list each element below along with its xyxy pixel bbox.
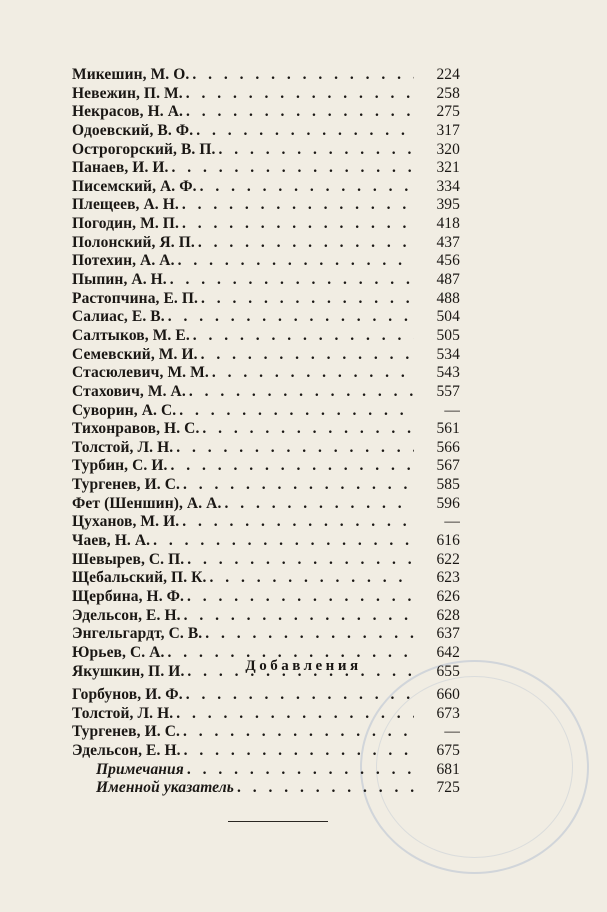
entry-page-number: 395 [436, 196, 460, 214]
entry-page-number: 637 [436, 625, 460, 643]
entry-name: Эдельсон, Е. Н. [72, 606, 181, 624]
entry-name: Панаев, И. И. [72, 159, 169, 177]
toc-entry [72, 625, 460, 644]
dot-leader [209, 364, 414, 383]
toc-entry [72, 569, 460, 588]
entry-page-number: 418 [436, 215, 460, 233]
toc-entry [72, 420, 460, 439]
entry-page-number: 334 [436, 177, 460, 195]
entry-name: Плещеев, А. Н. [72, 196, 179, 214]
entry-page-number: 321 [436, 159, 460, 177]
toc-entry [72, 532, 460, 551]
entry-page-number: 585 [436, 476, 460, 494]
closing-rule [228, 821, 328, 822]
dot-leader [167, 271, 414, 290]
entry-page-number: — [444, 723, 460, 741]
entry-page-number: 642 [436, 643, 460, 661]
entry-page-number: 487 [436, 271, 460, 289]
toc-entry [72, 383, 460, 402]
entry-name: Суворин, А. С. [72, 401, 177, 419]
entry-page-number: 275 [436, 103, 460, 121]
dot-leader [173, 439, 414, 458]
dot-leader [179, 513, 414, 532]
toc-entry [72, 178, 460, 197]
dot-leader [175, 252, 414, 271]
additions-heading: Добавления [245, 658, 362, 674]
toc-entry [72, 457, 460, 476]
entry-name: Салиас, Е. В. [72, 308, 165, 326]
entry-name: Пыпин, А. Н. [72, 271, 167, 289]
entry-page-number: 258 [436, 84, 460, 102]
entry-name: Тихонравов, Н. С. [72, 420, 200, 438]
toc-entry [72, 327, 460, 346]
dot-leader [180, 476, 414, 495]
dot-leader [183, 103, 414, 122]
entry-page-number: 681 [436, 760, 460, 778]
toc-entry [72, 196, 460, 215]
entry-page-number: 567 [436, 457, 460, 475]
entry-page-number: 437 [436, 233, 460, 251]
entry-name: Энгельгардт, С. В. [72, 625, 203, 643]
entry-page-number: 557 [436, 382, 460, 400]
entry-name: Эдельсон, Е. Н. [72, 741, 181, 759]
toc-entry [72, 215, 460, 234]
toc-entry [72, 159, 460, 178]
entry-name: Салтыков, М. Е. [72, 326, 190, 344]
entry-page-number: 616 [436, 532, 460, 550]
toc-entry [72, 439, 460, 458]
entry-name: Щебальский, П. К. [72, 569, 207, 587]
dot-leader [199, 420, 414, 439]
dot-leader [186, 383, 414, 402]
toc-entry [72, 686, 460, 705]
toc-entry [72, 476, 460, 495]
entry-name: Тургенев, И. С. [72, 723, 180, 741]
back-matter-entry [72, 779, 460, 798]
entry-name: Полонский, Я. П. [72, 233, 195, 251]
toc-entry [72, 252, 460, 271]
dot-leader [181, 742, 414, 761]
entry-name: Стасюлевич, М. М. [72, 364, 209, 382]
entry-name: Чаев, Н. А. [72, 532, 151, 550]
entry-page-number: 626 [436, 587, 460, 605]
entry-name: Писемский, А. Ф. [72, 177, 197, 195]
toc-entry [72, 103, 460, 122]
dot-leader [198, 290, 414, 309]
entry-page-number: 673 [436, 704, 460, 722]
entry-name: Щербина, Н. Ф. [72, 587, 185, 605]
dot-leader [169, 159, 414, 178]
dot-leader [184, 588, 414, 607]
toc-entry [72, 723, 460, 742]
dot-leader [181, 607, 414, 626]
entry-page-number: 543 [436, 364, 460, 382]
dot-leader [165, 308, 414, 327]
dot-leader [176, 402, 414, 421]
toc-entry [72, 551, 460, 570]
entry-page-number: 488 [436, 289, 460, 307]
entry-page-number: 675 [436, 741, 460, 759]
entry-page-number: — [444, 401, 460, 419]
table-of-contents [72, 66, 460, 681]
dot-leader [215, 141, 414, 160]
dot-leader [184, 551, 414, 570]
entry-page-number: — [444, 513, 460, 531]
entry-name: Невежин, П. М. [72, 84, 183, 102]
entry-page-number: 725 [436, 779, 460, 797]
toc-entry [72, 141, 460, 160]
back-matter-entry [72, 761, 460, 780]
entry-name: Примечания [96, 760, 184, 778]
dot-leader [167, 457, 414, 476]
entry-name: Острогорский, В. П. [72, 140, 216, 158]
additions-list [72, 686, 460, 798]
dot-leader [206, 569, 414, 588]
entry-name: Одоевский, В. Ф. [72, 121, 194, 139]
toc-entry [72, 588, 460, 607]
entry-page-number: 320 [436, 140, 460, 158]
entry-name: Тургенев, И. С. [72, 476, 180, 494]
toc-entry [72, 742, 460, 761]
entry-name: Растопчина, Е. П. [72, 289, 199, 307]
toc-entry [72, 705, 460, 724]
toc-entry [72, 271, 460, 290]
dot-leader [195, 234, 414, 253]
entry-page-number: 566 [436, 438, 460, 456]
entry-name: Юрьев, С. А. [72, 643, 165, 661]
entry-page-number: 596 [436, 494, 460, 512]
toc-entry [72, 513, 460, 532]
entry-page-number: 456 [436, 252, 460, 270]
dot-leader [202, 625, 414, 644]
entry-page-number: 628 [436, 606, 460, 624]
dot-leader [221, 495, 414, 514]
entry-name: Некрасов, Н. А. [72, 103, 183, 121]
dot-leader [180, 723, 414, 742]
entry-page-number: 623 [436, 569, 460, 587]
dot-leader [183, 85, 414, 104]
entry-name: Именной указатель [96, 779, 234, 797]
toc-entry [72, 66, 460, 85]
entry-page-number: 660 [436, 686, 460, 703]
toc-entry [72, 402, 460, 421]
toc-entry [72, 364, 460, 383]
entry-name: Семевский, М. И. [72, 345, 198, 363]
entry-page-number: 505 [436, 326, 460, 344]
entry-name: Толстой, Л. Н. [72, 704, 174, 722]
dot-leader [193, 122, 414, 141]
entry-page-number: 224 [436, 66, 460, 83]
dot-leader [150, 532, 414, 551]
toc-entry [72, 495, 460, 514]
dot-leader [190, 327, 414, 346]
dot-leader [198, 346, 414, 365]
entry-name: Шевырев, С. П. [72, 550, 185, 568]
dot-leader [184, 761, 414, 780]
entry-page-number: 622 [436, 550, 460, 568]
entry-name: Стахович, М. А. [72, 382, 186, 400]
toc-entry [72, 346, 460, 365]
dot-leader [197, 178, 414, 197]
dot-leader [189, 66, 414, 85]
entry-name: Микешин, М. О. [72, 66, 190, 83]
toc-entry [72, 308, 460, 327]
entry-name: Погодин, М. П. [72, 215, 179, 233]
entry-name: Потехин, А. А. [72, 252, 175, 270]
toc-entry [72, 85, 460, 104]
entry-page-number: 504 [436, 308, 460, 326]
entry-page-number: 534 [436, 345, 460, 363]
entry-name: Горбунов, И. Ф. [72, 686, 183, 703]
dot-leader [183, 686, 414, 705]
dot-leader [179, 196, 414, 215]
toc-entry [72, 607, 460, 626]
entry-name: Цуханов, М. И. [72, 513, 180, 531]
entry-page-number: 561 [436, 420, 460, 438]
entry-page-number: 317 [436, 121, 460, 139]
entry-page-number: 655 [436, 662, 460, 680]
entry-name: Фет (Шеншин), А. А. [72, 494, 222, 512]
toc-entry [72, 122, 460, 141]
entry-name: Толстой, Л. Н. [72, 438, 174, 456]
dot-leader [173, 705, 414, 724]
toc-entry [72, 290, 460, 309]
entry-name: Якушкин, П. И. [72, 662, 185, 680]
dot-leader [234, 779, 414, 798]
dot-leader [179, 215, 414, 234]
toc-entry [72, 234, 460, 253]
entry-name: Турбин, С. И. [72, 457, 168, 475]
